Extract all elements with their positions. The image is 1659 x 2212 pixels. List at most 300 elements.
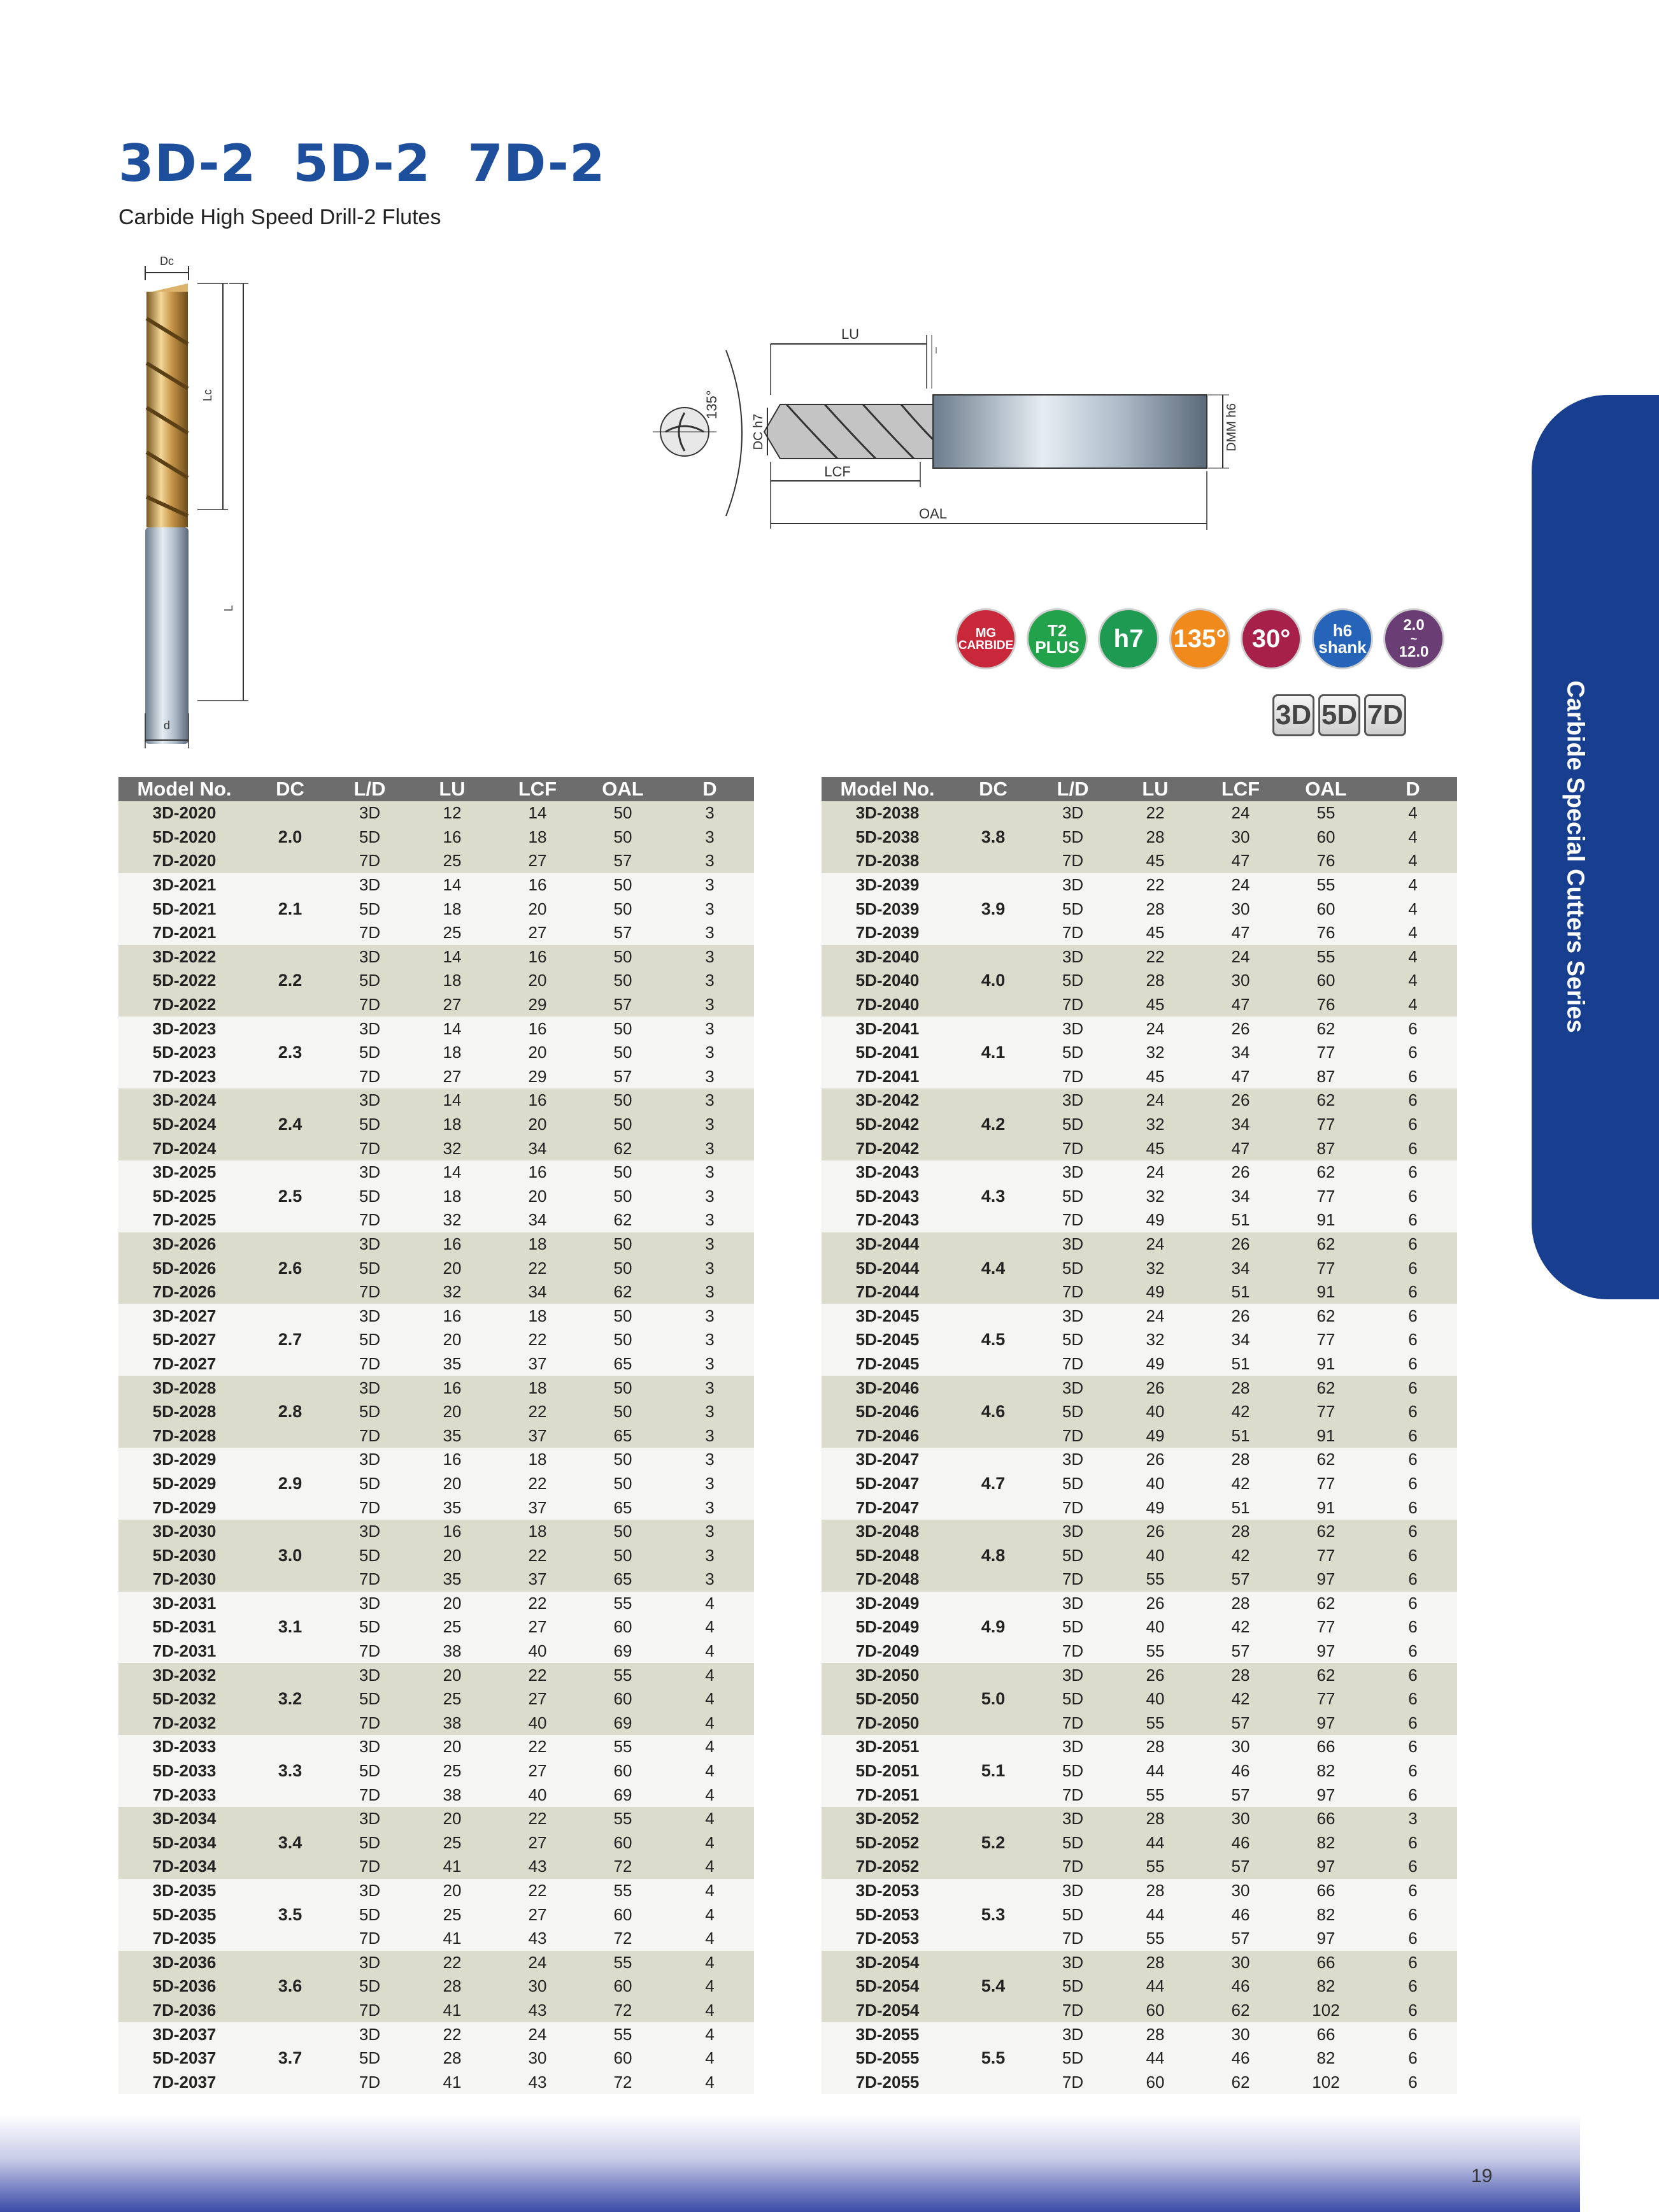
lcf-cell: 47 xyxy=(1198,993,1283,1017)
lu-cell: 25 xyxy=(409,1687,495,1711)
lcf-cell: 34 xyxy=(1198,1256,1283,1280)
dc-cell: 4.1 xyxy=(953,1017,1033,1088)
table-row xyxy=(822,1927,1457,1951)
model-cell: 5D-2029 xyxy=(118,1472,250,1496)
model-cell: 7D-2051 xyxy=(822,1783,953,1807)
lcf-cell: 37 xyxy=(495,1567,580,1592)
oal-cell: 62 xyxy=(1283,1088,1369,1113)
lcf-cell: 27 xyxy=(495,921,580,945)
oal-cell: 55 xyxy=(580,2022,666,2046)
table-row xyxy=(822,1424,1457,1448)
model-cell: 7D-2045 xyxy=(822,1352,953,1376)
oal-cell: 62 xyxy=(1283,1304,1369,1328)
oal-cell: 50 xyxy=(580,1376,666,1400)
d-cell: 6 xyxy=(1369,1759,1457,1783)
ld-cell: 7D xyxy=(1033,2070,1113,2094)
dc-cell: 2.3 xyxy=(250,1017,330,1088)
ld-cell: 5D xyxy=(1033,1902,1113,1927)
d-cell: 3 xyxy=(666,1232,754,1257)
table-row xyxy=(822,1472,1457,1496)
model-cell: 3D-2043 xyxy=(822,1160,953,1185)
lcf-cell: 28 xyxy=(1198,1520,1283,1544)
lu-cell: 26 xyxy=(1113,1592,1198,1616)
dc-cell: 5.0 xyxy=(953,1663,1033,1735)
table-row xyxy=(118,1855,754,1879)
oal-label: OAL xyxy=(918,506,948,522)
lu-cell: 32 xyxy=(1113,1113,1198,1137)
badge-text: 135° xyxy=(1173,625,1227,653)
model-cell: 3D-2051 xyxy=(822,1735,953,1759)
lcf-cell: 37 xyxy=(495,1495,580,1520)
lu-cell: 40 xyxy=(1113,1543,1198,1567)
lcf-cell: 20 xyxy=(495,1113,580,1137)
lu-cell: 25 xyxy=(409,849,495,873)
oal-cell: 77 xyxy=(1283,1113,1369,1137)
lu-cell: 22 xyxy=(409,1951,495,1975)
table-row xyxy=(118,1663,754,1687)
badge-text: h7 xyxy=(1113,625,1144,653)
model-cell: 5D-2042 xyxy=(822,1113,953,1137)
d-cell: 6 xyxy=(1369,1831,1457,1855)
lcf-cell: 51 xyxy=(1198,1280,1283,1304)
ld-button-3d: 3D xyxy=(1272,694,1314,736)
dc-cell: 5.1 xyxy=(953,1735,1033,1807)
lcf-cell: 34 xyxy=(1198,1185,1283,1209)
model-cell: 3D-2026 xyxy=(118,1232,250,1257)
ld-cell: 3D xyxy=(1033,873,1113,897)
ld-cell: 5D xyxy=(330,1974,409,1999)
d-cell: 3 xyxy=(666,1185,754,1209)
column-header: OAL xyxy=(580,777,666,801)
d-cell: 6 xyxy=(1369,1974,1457,1999)
d-cell: 6 xyxy=(1369,1304,1457,1328)
table-row xyxy=(822,801,1457,825)
ld-cell: 5D xyxy=(330,969,409,993)
ld-cell: 7D xyxy=(1033,1639,1113,1664)
lu-cell: 49 xyxy=(1113,1352,1198,1376)
table-row xyxy=(118,849,754,873)
side-tab-label: Carbide Special Cutters Series xyxy=(1562,680,1589,1033)
d-cell: 6 xyxy=(1369,1927,1457,1951)
oal-cell: 62 xyxy=(1283,1592,1369,1616)
model-cell: 7D-2047 xyxy=(822,1495,953,1520)
lcf-cell: 16 xyxy=(495,1017,580,1041)
table-row xyxy=(822,1543,1457,1567)
lu-cell: 20 xyxy=(409,1807,495,1831)
ld-cell: 5D xyxy=(330,1472,409,1496)
model-cell: 3D-2025 xyxy=(118,1160,250,1185)
d-cell: 6 xyxy=(1369,1041,1457,1065)
d-cell: 6 xyxy=(1369,1855,1457,1879)
table-row xyxy=(118,1974,754,1999)
table-row xyxy=(118,2070,754,2094)
d-cell: 3 xyxy=(666,873,754,897)
lcf-cell: 57 xyxy=(1198,1711,1283,1736)
model-cell: 5D-2051 xyxy=(822,1759,953,1783)
lu-cell: 41 xyxy=(409,2070,495,2094)
ld-cell: 7D xyxy=(330,1352,409,1376)
table-row xyxy=(822,1041,1457,1065)
d-cell: 6 xyxy=(1369,1136,1457,1160)
lu-cell: 14 xyxy=(409,873,495,897)
model-cell: 5D-2053 xyxy=(822,1902,953,1927)
oal-cell: 62 xyxy=(580,1136,666,1160)
table-row xyxy=(118,1328,754,1352)
lu-cell: 16 xyxy=(409,825,495,850)
lu-cell: 20 xyxy=(409,1328,495,1352)
column-header: LCF xyxy=(1198,777,1283,801)
d-cell: 3 xyxy=(666,897,754,921)
ld-cell: 3D xyxy=(330,1807,409,1831)
d-cell: 6 xyxy=(1369,1017,1457,1041)
lu-cell: 32 xyxy=(1113,1256,1198,1280)
dc-cell: 5.4 xyxy=(953,1951,1033,2023)
d-cell: 4 xyxy=(1369,921,1457,945)
badge-0 xyxy=(955,608,1016,669)
lu-cell: 14 xyxy=(409,1017,495,1041)
lu-cell: 44 xyxy=(1113,2046,1198,2071)
lcf-cell: 34 xyxy=(1198,1113,1283,1137)
model-cell: 3D-2038 xyxy=(822,801,953,825)
d-cell: 6 xyxy=(1369,1543,1457,1567)
lcf-cell: 22 xyxy=(495,1735,580,1759)
oal-cell: 50 xyxy=(580,1113,666,1137)
lu-cell: 18 xyxy=(409,969,495,993)
angle-label: 135° xyxy=(704,390,720,419)
d-cell: 4 xyxy=(666,1807,754,1831)
dc-cell: 4.9 xyxy=(953,1592,1033,1664)
oal-cell: 55 xyxy=(1283,801,1369,825)
lcf-cell: 51 xyxy=(1198,1495,1283,1520)
dc-cell: 3.0 xyxy=(250,1520,330,1592)
table-row xyxy=(118,993,754,1017)
model-cell: 5D-2045 xyxy=(822,1328,953,1352)
ld-cell: 3D xyxy=(330,1592,409,1616)
model-cell: 7D-2049 xyxy=(822,1639,953,1664)
oal-cell: 77 xyxy=(1283,1687,1369,1711)
lcf-cell: 47 xyxy=(1198,1136,1283,1160)
model-cell: 5D-2032 xyxy=(118,1687,250,1711)
oal-cell: 60 xyxy=(580,1902,666,1927)
lcf-cell: 47 xyxy=(1198,921,1283,945)
ld-cell: 5D xyxy=(1033,897,1113,921)
lu-cell: 27 xyxy=(409,1065,495,1089)
lu-cell: 28 xyxy=(1113,1735,1198,1759)
ld-cell: 5D xyxy=(330,1687,409,1711)
dc-cell: 5.3 xyxy=(953,1879,1033,1951)
model-cell: 7D-2026 xyxy=(118,1280,250,1304)
model-cell: 5D-2043 xyxy=(822,1185,953,1209)
oal-cell: 72 xyxy=(580,1927,666,1951)
badge-6 xyxy=(1383,608,1444,669)
model-cell: 7D-2054 xyxy=(822,1999,953,2023)
table-row xyxy=(118,1160,754,1185)
ld-cell: 7D xyxy=(330,1711,409,1736)
lcf-cell: 34 xyxy=(495,1280,580,1304)
badge-text: CARBIDE xyxy=(958,638,1014,652)
badge-text: 12.0 xyxy=(1399,643,1429,660)
table-row xyxy=(822,921,1457,945)
model-cell: 3D-2045 xyxy=(822,1304,953,1328)
oal-cell: 76 xyxy=(1283,849,1369,873)
d-cell: 6 xyxy=(1369,1424,1457,1448)
table-row xyxy=(822,1088,1457,1113)
lcf-cell: 20 xyxy=(495,969,580,993)
ld-cell: 7D xyxy=(330,1783,409,1807)
lcf-cell: 42 xyxy=(1198,1472,1283,1496)
model-cell: 5D-2022 xyxy=(118,969,250,993)
d-cell: 4 xyxy=(666,1999,754,2023)
d-cell: 6 xyxy=(1369,1113,1457,1137)
oal-cell: 97 xyxy=(1283,1783,1369,1807)
lcf-cell: 28 xyxy=(1198,1663,1283,1687)
lu-cell: 22 xyxy=(1113,873,1198,897)
oal-cell: 102 xyxy=(1283,1999,1369,2023)
table-row xyxy=(118,897,754,921)
column-header: OAL xyxy=(1283,777,1369,801)
lu-cell: 16 xyxy=(409,1232,495,1257)
table-row xyxy=(118,1783,754,1807)
table-row xyxy=(118,1543,754,1567)
lcf-cell: 16 xyxy=(495,1088,580,1113)
table-row xyxy=(118,1520,754,1544)
oal-cell: 60 xyxy=(580,1831,666,1855)
lcf-cell: 42 xyxy=(1198,1400,1283,1424)
table-row xyxy=(822,1280,1457,1304)
lcf-cell: 26 xyxy=(1198,1232,1283,1257)
d-cell: 6 xyxy=(1369,1663,1457,1687)
model-cell: 3D-2023 xyxy=(118,1017,250,1041)
lu-cell: 24 xyxy=(1113,1088,1198,1113)
badge-text: shank xyxy=(1318,638,1367,657)
lcf-cell: 29 xyxy=(495,1065,580,1089)
lu-cell: 26 xyxy=(1113,1520,1198,1544)
model-cell: 3D-2039 xyxy=(822,873,953,897)
oal-cell: 50 xyxy=(580,969,666,993)
lu-cell: 41 xyxy=(409,1927,495,1951)
ld-cell: 3D xyxy=(1033,801,1113,825)
table-row xyxy=(822,1017,1457,1041)
dc-cell: 3.1 xyxy=(250,1592,330,1664)
column-header: Model No. xyxy=(118,777,250,801)
ld-cell: 7D xyxy=(1033,1424,1113,1448)
model-cell: 3D-2031 xyxy=(118,1592,250,1616)
table-row xyxy=(118,2022,754,2046)
oal-cell: 82 xyxy=(1283,1759,1369,1783)
model-cell: 3D-2054 xyxy=(822,1951,953,1975)
table-row xyxy=(118,825,754,850)
model-cell: 5D-2050 xyxy=(822,1687,953,1711)
ld-cell: 3D xyxy=(1033,2022,1113,2046)
lcf-cell: 24 xyxy=(1198,873,1283,897)
d-cell: 3 xyxy=(666,825,754,850)
badge-3 xyxy=(1169,608,1230,669)
badge-text: PLUS xyxy=(1035,638,1079,657)
table-row xyxy=(822,1999,1457,2023)
lcf-cell: 46 xyxy=(1198,2046,1283,2071)
d-cell: 4 xyxy=(666,2070,754,2094)
lu-label: LU xyxy=(841,326,860,342)
oal-cell: 60 xyxy=(580,2046,666,2071)
table-row xyxy=(118,1879,754,1903)
lcf-cell: 40 xyxy=(495,1711,580,1736)
table-row xyxy=(118,873,754,897)
ld-cell: 7D xyxy=(1033,1927,1113,1951)
lu-cell: 25 xyxy=(409,1615,495,1639)
badge-text: MG xyxy=(975,625,997,640)
lu-cell: 32 xyxy=(409,1280,495,1304)
oal-cell: 50 xyxy=(580,1448,666,1472)
model-cell: 3D-2024 xyxy=(118,1088,250,1113)
lcf-cell: 18 xyxy=(495,825,580,850)
badge-text: 30° xyxy=(1251,625,1291,653)
badge-text: h6 xyxy=(1332,621,1353,640)
d-cell: 3 xyxy=(666,1400,754,1424)
table-row xyxy=(822,1567,1457,1592)
table-row xyxy=(118,1592,754,1616)
lcf-cell: 62 xyxy=(1198,2070,1283,2094)
ld-cell: 5D xyxy=(330,1902,409,1927)
oal-cell: 82 xyxy=(1283,1974,1369,1999)
model-cell: 7D-2031 xyxy=(118,1639,250,1664)
d-cell: 3 xyxy=(666,993,754,1017)
model-cell: 5D-2046 xyxy=(822,1400,953,1424)
lcf-cell: 30 xyxy=(1198,897,1283,921)
lu-cell: 20 xyxy=(409,1879,495,1903)
d-cell: 3 xyxy=(666,1160,754,1185)
ld-cell: 5D xyxy=(330,2046,409,2071)
model-cell: 7D-2037 xyxy=(118,2070,250,2094)
oal-cell: 77 xyxy=(1283,1185,1369,1209)
table-row xyxy=(822,1855,1457,1879)
ld-cell: 3D xyxy=(1033,1304,1113,1328)
d-cell: 6 xyxy=(1369,2022,1457,2046)
ld-cell: 5D xyxy=(330,1185,409,1209)
ld-cell: 5D xyxy=(1033,2046,1113,2071)
dc-cell: 3.2 xyxy=(250,1663,330,1735)
lcf-cell: 27 xyxy=(495,1831,580,1855)
model-cell: 3D-2027 xyxy=(118,1304,250,1328)
lu-cell: 55 xyxy=(1113,1855,1198,1879)
oal-cell: 60 xyxy=(1283,969,1369,993)
oal-cell: 50 xyxy=(580,1232,666,1257)
table-row xyxy=(118,1113,754,1137)
badge-5 xyxy=(1312,608,1373,669)
model-cell: 5D-2025 xyxy=(118,1185,250,1209)
ld-cell: 5D xyxy=(330,1543,409,1567)
oal-cell: 65 xyxy=(580,1352,666,1376)
table-row xyxy=(118,921,754,945)
d-cell: 6 xyxy=(1369,1639,1457,1664)
oal-cell: 65 xyxy=(580,1495,666,1520)
lu-cell: 12 xyxy=(409,801,495,825)
lcf-cell: 28 xyxy=(1198,1592,1283,1616)
model-cell: 7D-2020 xyxy=(118,849,250,873)
table-row xyxy=(118,1448,754,1472)
dc-cell: 5.2 xyxy=(953,1807,1033,1879)
d-cell: 6 xyxy=(1369,1160,1457,1185)
lcf-cell: 43 xyxy=(495,1927,580,1951)
model-cell: 5D-2036 xyxy=(118,1974,250,1999)
oal-cell: 87 xyxy=(1283,1065,1369,1089)
d-cell: 3 xyxy=(666,1113,754,1137)
model-cell: 7D-2032 xyxy=(118,1711,250,1736)
lcf-cell: 57 xyxy=(1198,1639,1283,1664)
dmm-h6-label: DMM h6 xyxy=(1225,403,1239,452)
model-cell: 5D-2021 xyxy=(118,897,250,921)
ld-cell: 3D xyxy=(330,1951,409,1975)
oal-cell: 66 xyxy=(1283,1807,1369,1831)
ld-cell: 7D xyxy=(330,849,409,873)
lu-cell: 22 xyxy=(1113,801,1198,825)
ld-cell: 3D xyxy=(330,1879,409,1903)
model-cell: 7D-2048 xyxy=(822,1567,953,1592)
oal-cell: 66 xyxy=(1283,1879,1369,1903)
d-cell: 3 xyxy=(666,1065,754,1089)
table-row xyxy=(118,1639,754,1664)
ld-cell: 5D xyxy=(330,825,409,850)
ld-cell: 5D xyxy=(1033,1615,1113,1639)
oal-cell: 82 xyxy=(1283,1831,1369,1855)
oal-cell: 55 xyxy=(580,1735,666,1759)
ld-cell: 7D xyxy=(330,1424,409,1448)
model-cell: 5D-2054 xyxy=(822,1974,953,1999)
model-cell: 3D-2032 xyxy=(118,1663,250,1687)
model-cell: 7D-2028 xyxy=(118,1424,250,1448)
model-cell: 3D-2033 xyxy=(118,1735,250,1759)
oal-cell: 50 xyxy=(580,1088,666,1113)
table-row xyxy=(822,1376,1457,1400)
d-cell: 6 xyxy=(1369,1735,1457,1759)
ld-cell: 5D xyxy=(330,1615,409,1639)
model-cell: 5D-2030 xyxy=(118,1543,250,1567)
lu-cell: 20 xyxy=(409,1472,495,1496)
oal-cell: 77 xyxy=(1283,1543,1369,1567)
d-cell: 6 xyxy=(1369,1376,1457,1400)
lu-cell: 38 xyxy=(409,1639,495,1664)
table-row xyxy=(822,1400,1457,1424)
ld-cell: 3D xyxy=(330,1160,409,1185)
table-row xyxy=(118,2046,754,2071)
dc-cell: 3.3 xyxy=(250,1735,330,1807)
lu-cell: 35 xyxy=(409,1424,495,1448)
model-cell: 7D-2024 xyxy=(118,1136,250,1160)
oal-cell: 50 xyxy=(580,801,666,825)
ld-cell: 7D xyxy=(1033,1495,1113,1520)
table-row xyxy=(822,897,1457,921)
ld-cell: 7D xyxy=(1033,849,1113,873)
oal-cell: 55 xyxy=(580,1879,666,1903)
d-cell: 4 xyxy=(666,1711,754,1736)
ld-cell: 5D xyxy=(1033,1400,1113,1424)
lu-cell: 28 xyxy=(1113,2022,1198,2046)
lcf-cell: 51 xyxy=(1198,1208,1283,1232)
table-row xyxy=(118,1256,754,1280)
model-cell: 5D-2052 xyxy=(822,1831,953,1855)
ld-cell: 3D xyxy=(1033,1448,1113,1472)
lu-cell: 18 xyxy=(409,1041,495,1065)
d-cell: 6 xyxy=(1369,1687,1457,1711)
dc-cell: 3.4 xyxy=(250,1807,330,1879)
d-cell: 4 xyxy=(666,1831,754,1855)
page-subtitle: Carbide High Speed Drill-2 Flutes xyxy=(118,205,441,229)
d-cell: 3 xyxy=(666,1352,754,1376)
lu-cell: 41 xyxy=(409,1999,495,2023)
lu-cell: 44 xyxy=(1113,1831,1198,1855)
ld-cell: 7D xyxy=(330,1855,409,1879)
model-cell: 3D-2022 xyxy=(118,945,250,969)
lcf-cell: 30 xyxy=(495,1974,580,1999)
